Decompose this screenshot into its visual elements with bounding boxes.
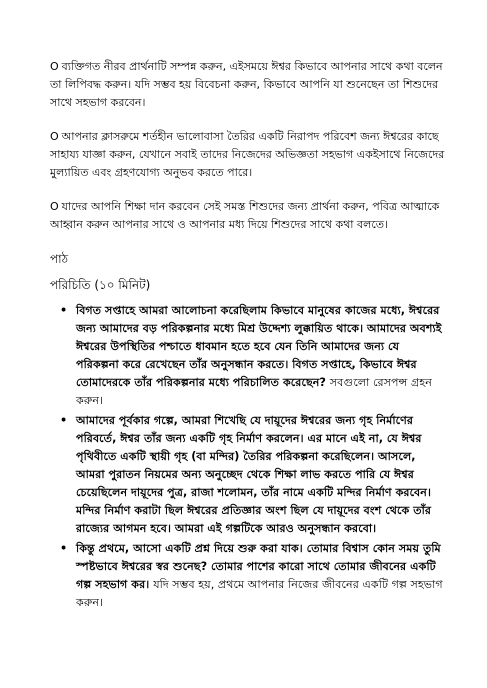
bullet-icon: •: [60, 304, 68, 317]
list-item: [60, 412, 445, 538]
paragraph-text: আপনার ক্লাসরুমে শর্তহীন ভালোবাসা তৈরির একটি নিরাপদ পরিবেশ জন্য ঈশ্বরের কাছে সাহায্য যাজ্ঞা করুন, যেখানে সবাই তাদের নিজেদের অভিজ্ঞতা সহভাগ একইসাথে নিজেদের মুল্যায়িত এবং গ্রহণযোগ্য অনুভব করতে পারে।: [50, 130, 445, 179]
subsection-title: পরিচিতি (১০ মিনিট): [50, 278, 151, 292]
list-item: [60, 302, 445, 410]
paragraph-text: ব্যক্তিগত নীরব প্রার্থনাটি সম্পন্ন করুন, এইসময়ে ঈশ্বর কিভাবে আপনার সাথে কথা বলেন তা লিপিবদ্ধ করুন। যদি সম্ভব হয় বিবেচনা করুন, কিভাবে আপনি যা শুনেছেন তা শিশুদের সাথে সহভাগ করবেন।: [50, 60, 443, 109]
prayer-paragraph-3: [50, 198, 445, 234]
item-instruction-text: যদি সম্ভব হয়, প্রথমে আপনার নিজের জীবনের একটি গল্প সহভাগ করুন।: [76, 578, 443, 609]
item-bold-text: আমাদের পূর্বকার গল্পে, আমরা শিখেছি যে দায়ূদের ঈশ্বরের জন্য গৃহ নির্মাণের পরিবর্তে, ঈশ্বর তাঁর জন্য একটি গৃহ নির্মাণ করলেন। এর মানে এই না, যে ঈশ্বর পৃথিবীতে একটি স্থায়ী গৃহ (বা মন্দির) তৈরির পরিকল্পনা করেছিলেন। আসলে, আমরা পুরাতন নিয়মের অন্য অনুচ্ছেদ থেকে শিক্ষা লাভ করতে পারি যে ঈশ্বর চেয়েছিলেন দায়ূদের পুত্র, রাজা শলোমন, তাঁর নামে একটি মন্দির নির্মাণ করবেন। মন্দির নির্মাণ করাটা ছিল ঈশ্বরের প্রতিজ্ঞার অংশ ছিল যে দায়ূদের বংশ থেকে তাঁর রাজ্যের আগমন হবে। আমরা এই গল্পটিকে আরও অনুসন্ধান করবো।: [76, 414, 432, 535]
item-bold-text: বিগত সপ্তাহে আমরা আলোচনা করেছিলাম কিভাবে মানুষের কাজের মধ্যে, ঈশ্বরের জন্য আমাদের বড় পরিকল্পনার মধ্যে মিশ্র উদ্দেশ্য লুক্কায়িত থাকে। আমাদের অবশ্যই ঈশ্বরের উপস্থিতির পশ্চাতে ধাবমান হতে হবে যেন তিনি আমাদের জন্য যে পরিকল্পনা করে রেখেছেন তাঁর অনুসন্ধান করতে। বিগত সপ্তাহে, কিভাবে ঈশ্বর তোমাদেরকে তাঁর পরিকল্পনার মধ্যে পরিচালিত করেছেন?: [76, 304, 442, 389]
list-item: [60, 540, 445, 612]
bullet-icon: •: [60, 542, 68, 555]
paragraph-text: যাদের আপনি শিক্ষা দান করবেন সেই সমস্ত শিশুদের জন্য প্রার্থনা করুন, পবিত্র আত্মাকে আহ্বান করুন আপনার সাথে ও আপনার মধ্য দিয়ে শিশুদের সাথে কথা বলতে।: [50, 200, 440, 231]
prayer-paragraph-2: [50, 128, 445, 182]
circle-marker-icon: O: [50, 130, 59, 143]
bullet-icon: •: [60, 414, 68, 427]
item-bold-text: কিন্তু প্রথমে, আসো একটি প্রশ্ন দিয়ে শুরু করা যাক। তোমার বিশ্বাস কোন সময় তুমি স্পষ্টভাবে ঈশ্বরের স্বর শুনেছ? তোমার পাশের কারো সাথে তোমার জীবনের একটি গল্প সহভাগ কর।: [76, 542, 441, 591]
circle-marker-icon: O: [50, 60, 59, 73]
intro-list: [50, 302, 445, 612]
prayer-paragraph-1: [50, 58, 445, 112]
section-title: পাঠ: [50, 252, 69, 266]
item-instruction-text: সবগুলো রেসপন্স গ্রহন করুন।: [76, 376, 432, 407]
circle-marker-icon: O: [50, 200, 59, 213]
